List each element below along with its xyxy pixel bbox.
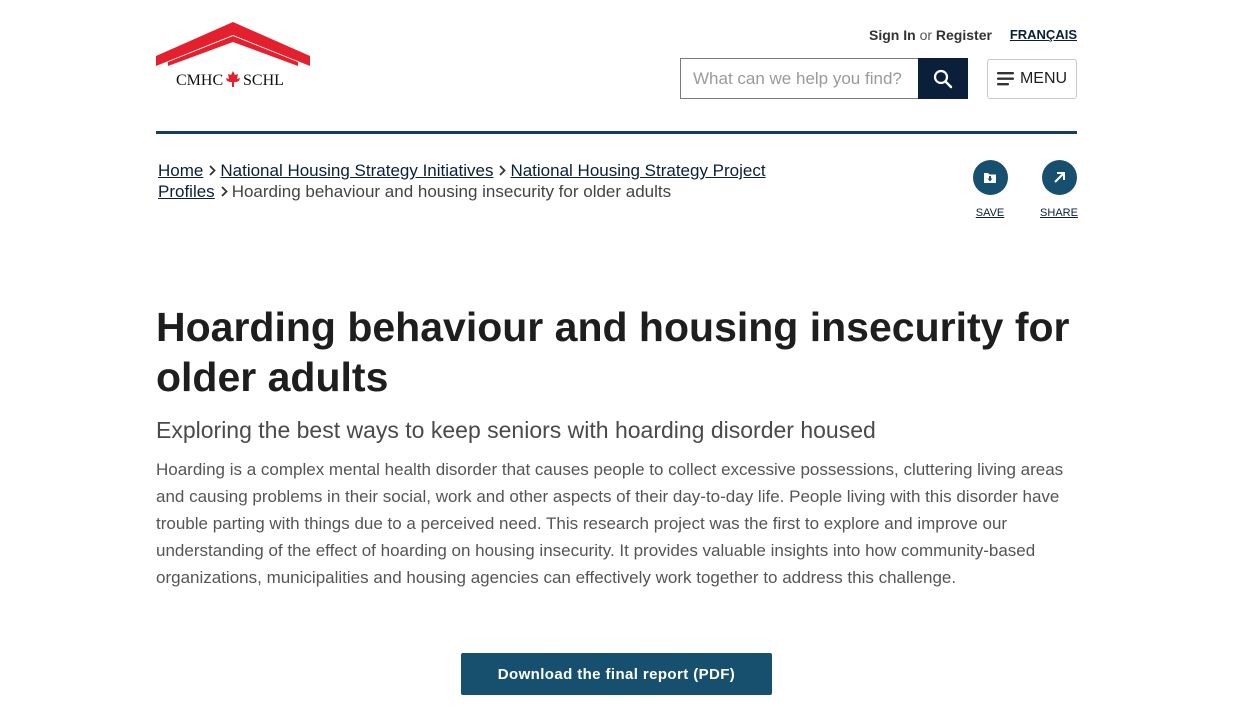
share-button[interactable] <box>1034 160 1084 219</box>
search-icon <box>933 69 953 89</box>
chevron-right-icon <box>209 160 216 181</box>
breadcrumb <box>158 160 778 202</box>
logo-right-text: SCHL <box>243 72 284 89</box>
auth-links <box>869 27 992 43</box>
menu-button[interactable] <box>987 59 1077 99</box>
save-label: SAVE <box>975 207 1005 219</box>
chevron-right-icon <box>221 181 228 202</box>
breadcrumb-current: Hoarding behaviour and housing insecurity for older adults <box>231 182 672 201</box>
search-input[interactable] <box>680 58 918 99</box>
chevron-right-icon <box>499 160 506 181</box>
search-bar <box>680 58 968 99</box>
page-subtitle: Exploring the best ways to keep seniors with hoarding disorder housed <box>156 417 876 443</box>
language-toggle-link[interactable]: FRANÇAIS <box>1009 27 1077 42</box>
page-title: Hoarding behaviour and housing insecurity for older adults <box>156 304 1070 400</box>
share-arrow-icon <box>1042 160 1077 195</box>
download-report-button[interactable]: Download the final report (PDF) <box>461 653 772 695</box>
register-link[interactable]: Register <box>935 27 992 43</box>
share-label: SHARE <box>1040 207 1078 219</box>
search-button[interactable] <box>918 58 968 99</box>
breadcrumb-nhs-project-profiles[interactable]: National Housing Strategy Project Profiles <box>158 161 766 201</box>
intro-paragraph: Hoarding is a complex mental health disorder that causes people to collect excessive possessions, cluttering living areas and causing problems in their social, work and other aspects of their day-to-day life. People living with this disorder have trouble parting with things due to a perceived need. This research project was the first to explore and improve our understanding of the effect of hoarding on housing insecurity. It provides valuable insights into how community-based organizations, municipalities and housing agencies can effectively work together to address this challenge. <box>156 460 1064 587</box>
breadcrumb-nhs-initiatives[interactable]: National Housing Strategy Initiatives <box>220 161 494 180</box>
sign-in-link[interactable]: Sign In <box>869 27 916 43</box>
breadcrumb-home[interactable]: Home <box>158 161 204 180</box>
save-icon <box>973 160 1008 195</box>
menu-label: MENU <box>1019 70 1068 87</box>
hamburger-icon <box>997 72 1014 86</box>
maple-leaf-icon <box>226 71 240 87</box>
cmhc-logo[interactable] <box>156 22 310 90</box>
header-divider <box>156 131 1077 134</box>
auth-or-text: or <box>919 27 933 43</box>
save-button[interactable] <box>965 160 1015 219</box>
logo-left-text: CMHC <box>176 72 224 89</box>
